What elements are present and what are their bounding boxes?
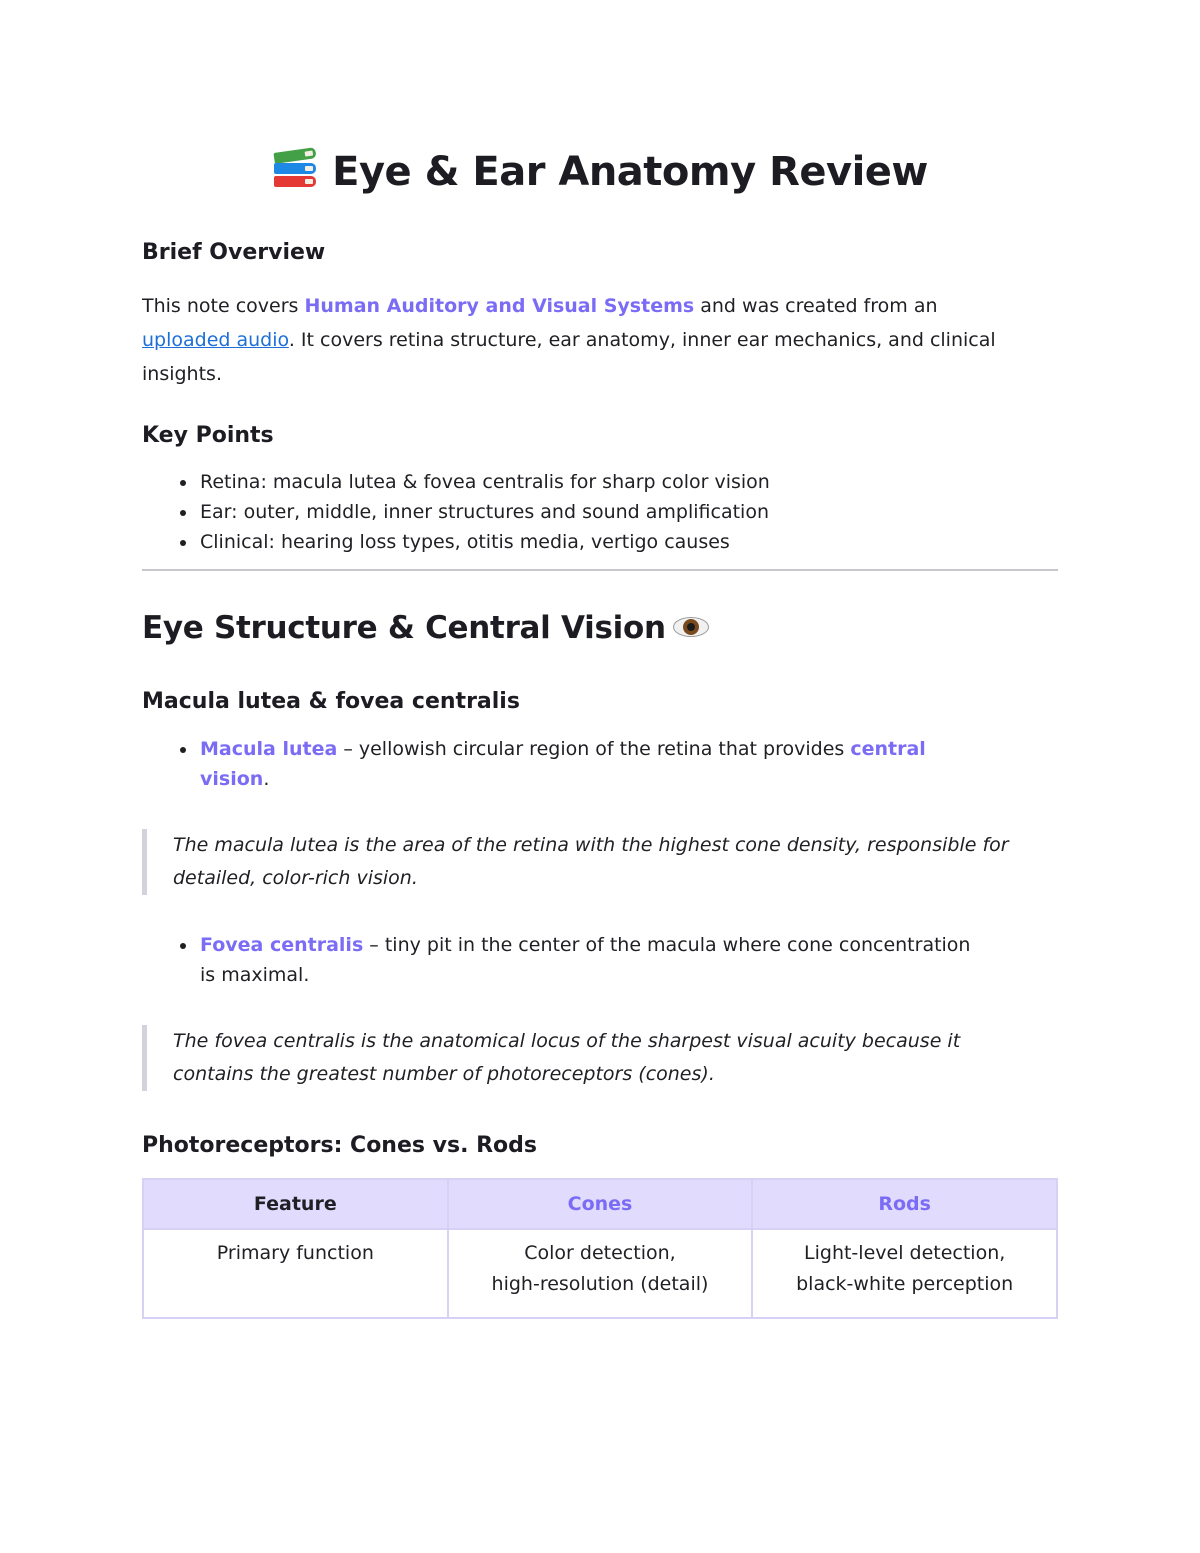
central-term: central xyxy=(850,738,926,760)
fovea-term: Fovea centralis xyxy=(200,934,364,956)
rods-line: Light-level detection, xyxy=(804,1242,1006,1264)
macula-quote xyxy=(142,829,1056,895)
feature-cell xyxy=(143,1229,448,1318)
quote-line: detailed, color-rich vision. xyxy=(173,867,418,889)
column-header-rods: Rods xyxy=(752,1179,1057,1229)
cones-line: Color detection, xyxy=(524,1242,676,1264)
quote-line: The fovea centralis is the anatomical locus of the sharpest visual acuity because it xyxy=(173,1030,961,1052)
table-row xyxy=(143,1229,1057,1318)
fovea-quote xyxy=(142,1025,1056,1091)
list-item xyxy=(142,930,1042,990)
overview-text-middle: and was created from an xyxy=(694,295,938,317)
key-point-text: Clinical: hearing loss types, otitis media, vertigo causes xyxy=(200,531,730,553)
page-title xyxy=(142,142,1058,202)
cones-line: high-resolution (detail) xyxy=(491,1273,709,1295)
overview-text-before: This note covers xyxy=(142,295,305,317)
photoreceptors-table xyxy=(142,1178,1058,1319)
fovea-list xyxy=(142,930,1042,990)
eye-section-heading xyxy=(142,608,710,648)
list-item xyxy=(142,467,1042,497)
list-item xyxy=(142,497,1042,527)
macula-list xyxy=(142,734,1042,794)
cones-cell xyxy=(448,1229,753,1318)
key-point-text: Ear: outer, middle, inner structures and sound amplification xyxy=(200,501,769,523)
uploaded-audio-link[interactable]: uploaded audio xyxy=(142,329,289,351)
key-points-heading: Key Points xyxy=(142,423,274,448)
key-points-list xyxy=(142,467,1042,557)
macula-bullet-line2 xyxy=(200,764,1042,794)
table-header-row xyxy=(143,1179,1057,1229)
overview-text-after: . It covers retina structure, ear anatomy, inner ear mechanics, and clinical insights. xyxy=(142,329,996,385)
overview-heading: Brief Overview xyxy=(142,240,326,265)
vision-term: vision xyxy=(200,768,264,790)
macula-end: . xyxy=(263,768,270,790)
section-divider xyxy=(142,569,1058,571)
column-header-cones: Cones xyxy=(448,1179,753,1229)
eye-icon xyxy=(672,614,710,640)
key-point-text: Retina: macula lutea & fovea centralis for sharp color vision xyxy=(200,471,770,493)
books-icon xyxy=(272,147,318,191)
overview-paragraph xyxy=(142,289,1052,391)
macula-heading: Macula lutea & fovea centralis xyxy=(142,689,520,714)
list-item xyxy=(142,527,1042,557)
macula-term: Macula lutea xyxy=(200,738,338,760)
fovea-bullet-line1 xyxy=(200,930,1042,960)
list-item xyxy=(142,734,1042,794)
rods-cell xyxy=(752,1229,1057,1318)
column-header-feature: Feature xyxy=(143,1179,448,1229)
overview-topic: Human Auditory and Visual Systems xyxy=(304,295,695,317)
page-title-text: Eye & Ear Anatomy Review xyxy=(332,149,928,195)
fovea-bullet-line2: is maximal. xyxy=(200,964,310,986)
photoreceptors-heading: Photoreceptors: Cones vs. Rods xyxy=(142,1133,537,1158)
rods-line: black-white perception xyxy=(796,1273,1014,1295)
macula-bullet-line1 xyxy=(200,734,1042,764)
quote-line: contains the greatest number of photoreceptors (cones). xyxy=(173,1063,715,1085)
eye-section-heading-text: Eye Structure & Central Vision xyxy=(142,610,666,646)
quote-line: The macula lutea is the area of the retina with the highest cone density, responsible for xyxy=(173,834,1009,856)
feature-text: Primary function xyxy=(216,1242,374,1264)
fovea-description: – tiny pit in the center of the macula where cone concentration xyxy=(363,934,971,956)
macula-description: – yellowish circular region of the retina that provides xyxy=(337,738,851,760)
